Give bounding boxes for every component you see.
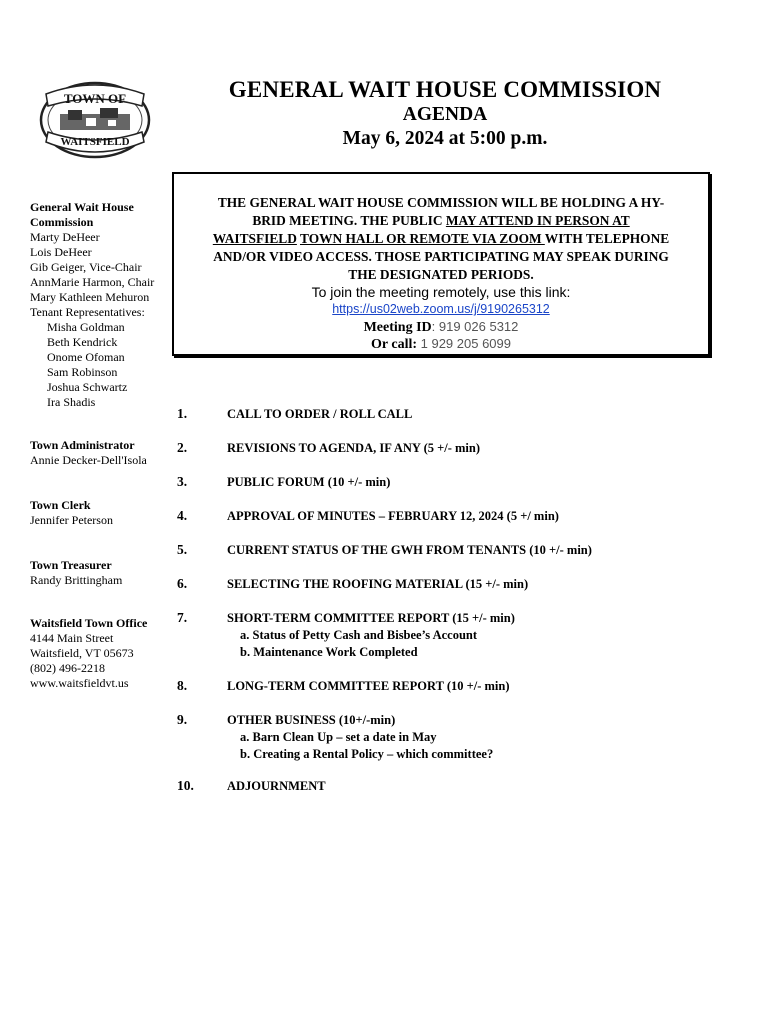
agenda-subitem: a. Barn Clean Up – set a date in May xyxy=(240,730,437,744)
agenda-item-text: CURRENT STATUS OF THE GWH FROM TENANTS (10 +/- min) xyxy=(227,543,592,557)
agenda-item-number: 4. xyxy=(177,508,188,523)
member-name: Mary Kathleen Mehuron xyxy=(30,290,150,304)
office-website: www.waitsfieldvt.us xyxy=(30,676,129,690)
commission-heading-2: Commission xyxy=(30,215,94,229)
town-seal-icon xyxy=(38,80,152,160)
tenant-name: Joshua Schwartz xyxy=(47,380,128,394)
agenda-item-text: REVISIONS TO AGENDA, IF ANY (5 +/- min) xyxy=(227,441,480,455)
agenda-item-number: 8. xyxy=(177,678,188,693)
agenda-item-text: OTHER BUSINESS (10+/-min) xyxy=(227,713,396,727)
town-office xyxy=(30,616,175,691)
tenant-reps-label: Tenant Representatives: xyxy=(30,305,145,319)
page-title: GENERAL WAIT HOUSE COMMISSION xyxy=(228,77,662,102)
call-label: Or call: xyxy=(371,337,418,352)
administrator-heading: Town Administrator xyxy=(30,438,135,452)
join-instructions: To join the meeting remotely, use this link: xyxy=(311,284,571,300)
notice-line xyxy=(180,230,702,248)
agenda-item-number: 3. xyxy=(177,474,188,489)
agenda-item-number: 2. xyxy=(177,440,188,455)
town-treasurer xyxy=(30,558,175,588)
notice-line xyxy=(180,212,702,230)
agenda-item-number: 5. xyxy=(177,542,188,557)
town-seal-logo xyxy=(38,80,152,160)
notice-line-part: WITH TELEPHONE xyxy=(544,231,670,246)
agenda-item-text: ADJOURNMENT xyxy=(227,779,326,793)
clerk-heading: Town Clerk xyxy=(30,498,91,512)
treasurer-heading: Town Treasurer xyxy=(30,558,112,572)
agenda-item-number: 7. xyxy=(177,610,188,625)
notice-underlined: MAY ATTEND IN PERSON AT xyxy=(445,213,630,228)
office-phone: (802) 496-2218 xyxy=(30,661,105,675)
notice-line: THE GENERAL WAIT HOUSE COMMISSION WILL BE HOLDING A HY- xyxy=(217,195,665,210)
notice-underlined: WAITSFIELD xyxy=(212,231,297,246)
page-subtitle: AGENDA xyxy=(402,104,488,125)
agenda-item-text: SHORT-TERM COMMITTEE REPORT (15 +/- min) xyxy=(227,611,515,625)
administrator-name: Annie Decker-Dell'Isola xyxy=(30,453,147,467)
commission-heading: General Wait House xyxy=(30,200,134,214)
svg-text:WAITSFIELD: WAITSFIELD xyxy=(60,136,130,148)
tenant-name: Beth Kendrick xyxy=(47,335,118,349)
agenda-item-text: SELECTING THE ROOFING MATERIAL (15 +/- min) xyxy=(227,577,529,591)
notice-line-part: BRID MEETING. THE PUBLIC xyxy=(252,213,446,228)
agenda-subitem: b. Creating a Rental Policy – which committee? xyxy=(240,747,494,761)
agenda-item-text: PUBLIC FORUM (10 +/- min) xyxy=(227,475,391,489)
hybrid-meeting-notice xyxy=(172,172,710,356)
agenda-item-number: 10. xyxy=(177,778,194,793)
tenant-name: Misha Goldman xyxy=(47,320,125,334)
agenda-item-text: APPROVAL OF MINUTES – FEBRUARY 12, 2024 (5 +/ min) xyxy=(227,509,559,523)
clerk-name: Jennifer Peterson xyxy=(30,513,113,527)
agenda-item-number: 6. xyxy=(177,576,188,591)
agenda-subitem: a. Status of Petty Cash and Bisbee’s Account xyxy=(240,628,478,642)
member-name: Gib Geiger, Vice-Chair xyxy=(30,260,142,274)
call-number: 1 929 205 6099 xyxy=(417,336,511,351)
meeting-date: May 6, 2024 at 5:00 p.m. xyxy=(342,128,548,149)
call-in xyxy=(174,336,708,353)
member-name: Lois DeHeer xyxy=(30,245,92,259)
agenda-item-number: 9. xyxy=(177,712,188,727)
notice-text xyxy=(174,194,708,284)
agenda-subitem: b. Maintenance Work Completed xyxy=(240,645,418,659)
agenda-item-number: 1. xyxy=(177,406,188,421)
commission-roster xyxy=(30,200,175,410)
tenant-name: Ira Shadis xyxy=(47,395,96,409)
notice-line: AND/OR VIDEO ACCESS. THOSE PARTICIPATING MAY SPEAK DURING xyxy=(213,249,669,264)
office-city: Waitsfield, VT 05673 xyxy=(30,646,134,660)
treasurer-name: Randy Brittingham xyxy=(30,573,123,587)
meeting-id-label: Meeting ID xyxy=(363,320,432,335)
office-address: 4144 Main Street xyxy=(30,631,114,645)
member-name: AnnMarie Harmon, Chair xyxy=(30,275,155,289)
zoom-link[interactable]: https://us02web.zoom.us/j/9190265312 xyxy=(332,302,550,316)
agenda-item-text: LONG-TERM COMMITTEE REPORT (10 +/- min) xyxy=(227,679,510,693)
agenda-item-text: CALL TO ORDER / ROLL CALL xyxy=(227,407,413,421)
tenant-name: Sam Robinson xyxy=(47,365,118,379)
notice-line: THE DESIGNATED PERIODS. xyxy=(348,267,534,282)
svg-text:TOWN OF: TOWN OF xyxy=(63,91,127,106)
meeting-id xyxy=(174,319,708,336)
member-name: Marty DeHeer xyxy=(30,230,100,244)
town-administrator xyxy=(30,438,175,468)
town-clerk xyxy=(30,498,175,528)
tenant-name: Onome Ofoman xyxy=(47,350,125,364)
office-heading: Waitsfield Town Office xyxy=(30,616,148,630)
meeting-id-value: : 919 026 5312 xyxy=(431,319,519,334)
notice-underlined: TOWN HALL OR REMOTE VIA ZOOM xyxy=(300,231,545,246)
